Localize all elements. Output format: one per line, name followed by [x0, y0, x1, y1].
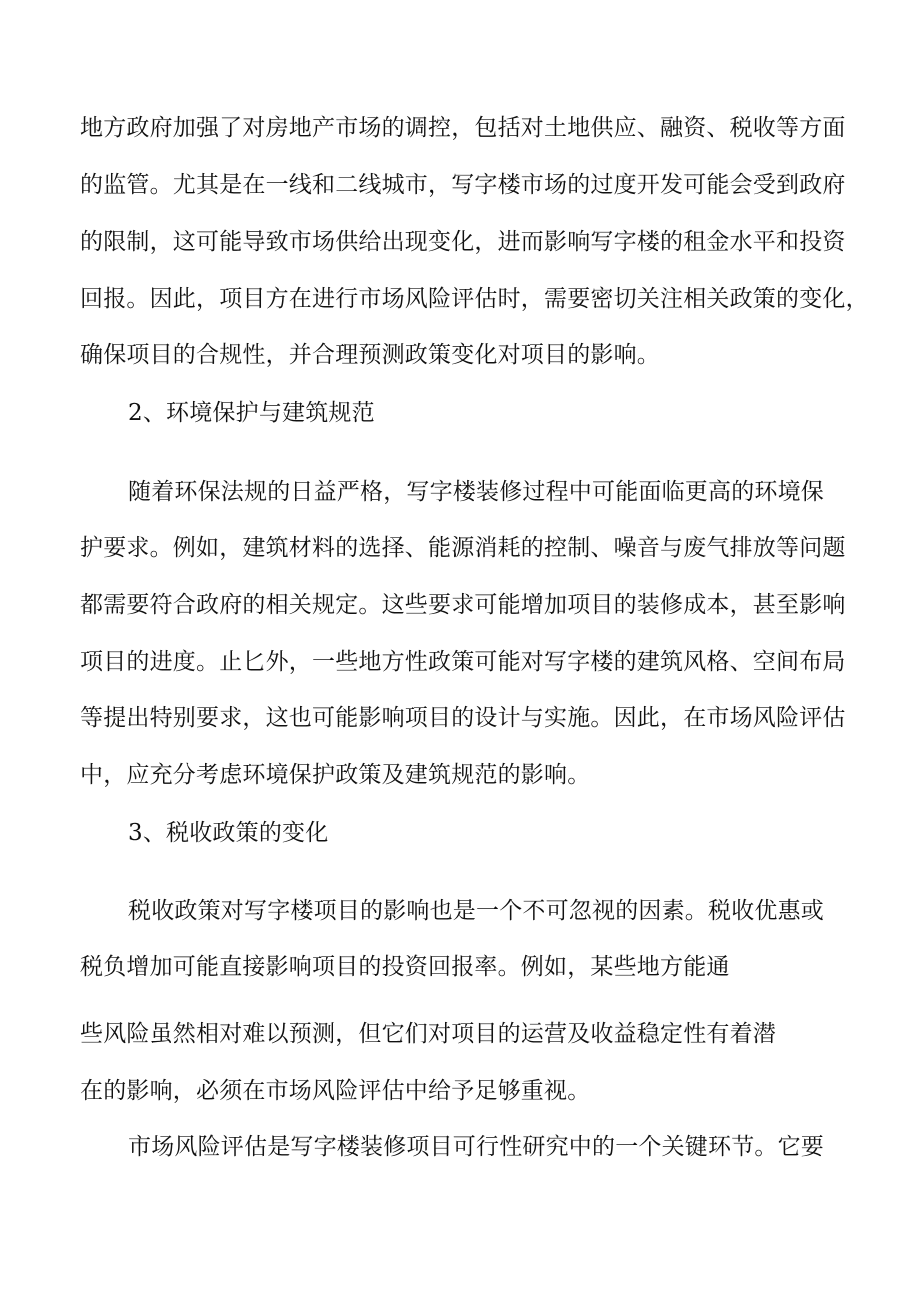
paragraph-2-line-3: 都需要符合政府的相关规定。这些要求可能增加项目的装修成本，甚至影响 — [80, 592, 846, 618]
paragraph-1-line-1: 地方政府加强了对房地产市场的调控，包括对土地供应、融资、税收等方面 — [80, 115, 846, 141]
paragraph-2-line-4: 项目的进度。止匕外，一些地方性政策可能对写字楼的建筑风格、空间布局 — [80, 649, 846, 675]
paragraph-4-line-2: 在的影响，必须在市场风险评估中给予足够重视。 — [80, 1078, 591, 1104]
paragraph-1-line-3: 的限制，这可能导致市场供给出现变化，进而影响写字楼的租金水平和投资 — [80, 229, 846, 255]
paragraph-5-line-1: 市场风险评估是写字楼装修项目可行性研究中的一个关键环节。它要 — [128, 1134, 824, 1160]
section-heading-3: 3、税收政策的变化 — [128, 820, 329, 846]
paragraph-1-line-5: 确保项目的合规性，并合理预测政策变化对项目的影响。 — [80, 342, 660, 368]
paragraph-3-line-2: 税负增加可能直接影响项目的投资回报率。例如，某些地方能通 — [80, 954, 730, 980]
paragraph-2-line-5: 等提出特别要求，这也可能影响项目的设计与实施。因此，在市场风险评估 — [80, 705, 846, 731]
paragraph-2-line-1: 随着环保法规的日益严格，写字楼装修过程中可能面临更高的环境保 — [128, 479, 824, 505]
paragraph-2-line-2: 护要求。例如，建筑材料的选择、能源消耗的控制、噪音与废气排放等问题 — [80, 535, 846, 561]
paragraph-4-line-1: 些风险虽然相对难以预测，但它们对项目的运营及收益稳定性有着潜 — [80, 1021, 776, 1047]
paragraph-2-line-6: 中，应充分考虑环境保护政策及建筑规范的影响。 — [80, 762, 591, 788]
paragraph-1-line-2: 的监管。尤其是在一线和二线城市，写字楼市场的过度开发可能会受到政府 — [80, 172, 846, 198]
paragraph-1-line-4: 回报。因此，项目方在进行市场风险评估时，需要密切关注相关政策的变化， — [80, 286, 869, 312]
paragraph-3-line-1: 税收政策对写字楼项目的影响也是一个不可忽视的因素。税收优惠或 — [128, 898, 824, 924]
section-heading-2: 2、环境保护与建筑规范 — [128, 400, 375, 426]
